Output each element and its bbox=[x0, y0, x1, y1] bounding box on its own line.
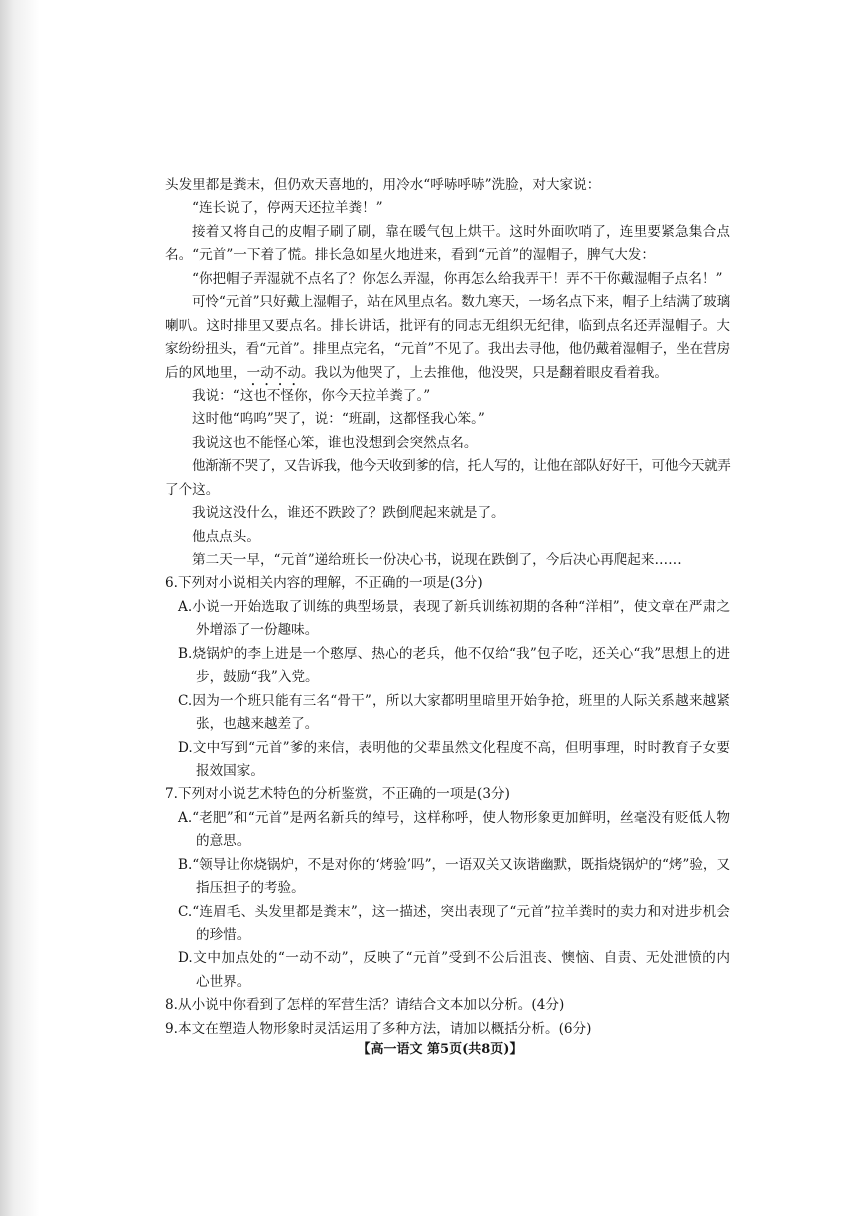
passage-line: 接着又将自己的皮帽子刷了刷，靠在暖气包上烘干。这时外面吹哨了，连里要紧急集合点 bbox=[192, 223, 730, 240]
passage-line: “连长说了，停两天还拉羊粪！” bbox=[192, 200, 383, 217]
option-b-continuation: 步，鼓励“我”入党。 bbox=[196, 669, 319, 686]
question-stem: 9.本文在塑造人物形象时灵活运用了多种方法，请加以概括分析。(6分) bbox=[165, 1020, 592, 1037]
option-label: C. bbox=[178, 692, 193, 709]
question-stem: 6.下列对小说相关内容的理解，不正确的一项是(3分) bbox=[165, 575, 483, 592]
option-d-line bbox=[178, 737, 730, 760]
option-text: 文中加点处的“一动不动”，反映了“元首”受到不公后沮丧、懊恼、自责、无处泄愤的内 bbox=[192, 950, 730, 967]
option-label: B. bbox=[178, 645, 193, 662]
option-d-line bbox=[178, 947, 730, 970]
option-text: 因为一个班只能有三名“骨干”，所以大家都明里暗里开始争抢，班里的人际关系越来越紧 bbox=[192, 692, 730, 709]
passage-text: 后的风地里， bbox=[165, 364, 247, 381]
option-a-line bbox=[178, 807, 730, 830]
option-label: B. bbox=[178, 856, 193, 873]
question-stem: 7.下列对小说艺术特色的分析鉴赏，不正确的一项是(3分) bbox=[165, 786, 510, 803]
emphasized-phrase: 一动不动 bbox=[246, 364, 301, 381]
passage-line: 第二天一早，“元首”递给班长一份决心书，说现在跌倒了，今后决心再爬起来…… bbox=[192, 552, 682, 568]
option-label: C. bbox=[178, 903, 193, 920]
passage-line: 我说这也不能怪心笨，谁也没想到会突然点名。 bbox=[192, 434, 478, 451]
passage-line: 我说：“这也不怪你，你今天拉羊粪了。” bbox=[192, 387, 431, 404]
option-d-continuation: 心世界。 bbox=[196, 973, 251, 990]
option-d-continuation: 报效国家。 bbox=[196, 762, 264, 779]
option-a-continuation: 外增添了一份趣味。 bbox=[196, 622, 319, 639]
passage-line: 了个这。 bbox=[165, 481, 220, 498]
passage-line: 他点点头。 bbox=[192, 528, 260, 545]
option-a-line bbox=[178, 596, 730, 619]
option-c-line bbox=[178, 901, 730, 924]
passage-line: 家纷纷扭头，看“元首”。排里点完名，“元首”不见了。我出去寻他，他仍戴着湿帽子，坐在营房 bbox=[165, 341, 730, 358]
passage-line: “你把帽子弄湿就不点名了？你怎么弄湿，你再怎么给我弄干！弄不干你戴湿帽子点名！” bbox=[192, 270, 723, 287]
option-a-continuation: 的意思。 bbox=[196, 833, 251, 850]
option-label: A. bbox=[178, 809, 193, 826]
reading-passage bbox=[165, 174, 730, 572]
option-text: “连眉毛、头发里都是粪末”，这一描述，突出表现了“元首”拉羊粪时的卖力和对进步机会 bbox=[192, 903, 730, 920]
option-b-continuation: 指压担子的考验。 bbox=[196, 880, 305, 897]
passage-line: 头发里都是粪末，但仍欢天喜地的，用冷水“呼哧呼哧”洗脸，对大家说： bbox=[165, 177, 601, 193]
page-footer: 【高一语文 第5页(共8页)】 bbox=[357, 1042, 523, 1057]
question-8 bbox=[165, 994, 730, 1017]
option-label: A. bbox=[178, 598, 193, 615]
option-text: 烧锅炉的李上进是一个憨厚、热心的老兵，他不仅给“我”包子吃，还关心“我”思想上的进 bbox=[192, 645, 730, 662]
option-label: D. bbox=[178, 739, 193, 756]
passage-line bbox=[165, 362, 730, 385]
option-b-line bbox=[178, 854, 730, 877]
option-text: “老肥”和“元首”是两名新兵的绰号，这样称呼，使人物形象更加鲜明，丝毫没有贬低人物 bbox=[192, 809, 730, 826]
option-c-continuation: 张，也越来越差了。 bbox=[196, 716, 319, 733]
option-text: 小说一开始选取了训练的典型场景，表现了新兵训练初期的各种“洋相”，使文章在严肃之 bbox=[192, 598, 730, 615]
passage-line: 这时他“呜呜”哭了，说：“班副，这都怪我心笨。” bbox=[192, 411, 485, 428]
option-c-continuation: 的珍惜。 bbox=[196, 927, 251, 943]
passage-text: 。我以为他哭了，上去推他，他没哭，只是翻着眼皮看着我。 bbox=[300, 364, 668, 381]
option-b-line bbox=[178, 643, 730, 666]
passage-line: 名。“元首”一下着了慌。排长急如星火地进来，看到“元首”的湿帽子，脾气大发： bbox=[165, 247, 655, 264]
passage-line: 可怜“元首”只好戴上湿帽子，站在风里点名。数九寒天，一场名点下来，帽子上结满了玻璃 bbox=[192, 294, 731, 311]
option-text: 文中写到“元首”爹的来信，表明他的父辈虽然文化程度不高，但明事理，时时教育子女要 bbox=[192, 739, 730, 756]
question-7 bbox=[165, 783, 730, 994]
option-text: “领导让你烧锅炉，不是对你的‘烤验’吗”，一语双关又诙谐幽默，既指烧锅炉的“烤”验，又 bbox=[192, 856, 730, 873]
passage-line: 喇叭。这时排里又要点名。排长讲话，批评有的同志无组织无纪律，临到点名还弄湿帽子。大 bbox=[165, 317, 730, 334]
passage-line: 他渐渐不哭了，又告诉我，他今天收到爹的信，托人写的，让他在部队好好干，可他今天就弄 bbox=[192, 458, 731, 475]
exam-page-body bbox=[165, 174, 730, 1041]
question-6 bbox=[165, 572, 730, 783]
option-c-line bbox=[178, 690, 730, 713]
question-stem: 8.从小说中你看到了怎样的军营生活？请结合文本加以分析。(4分) bbox=[165, 997, 565, 1014]
option-label: D. bbox=[178, 950, 193, 967]
passage-line: 我说这没什么，谁还不跌跤了？跌倒爬起来就是了。 bbox=[192, 505, 505, 522]
scan-shadow-edge bbox=[0, 0, 40, 1216]
